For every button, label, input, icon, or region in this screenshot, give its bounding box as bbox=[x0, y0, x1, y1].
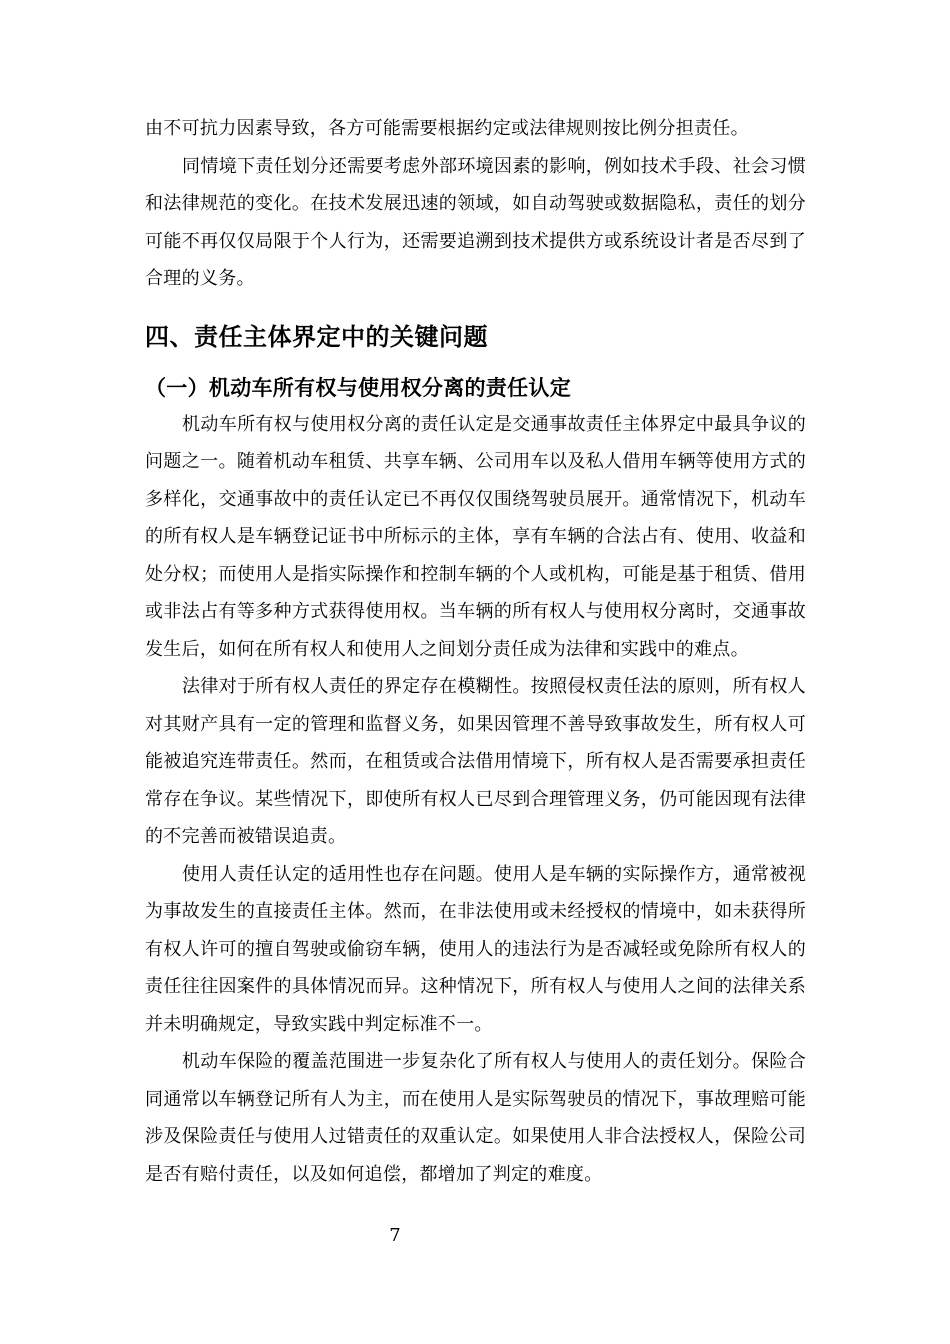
paragraph-context-factors: 同情境下责任划分还需要考虑外部环境因素的影响，例如技术手段、社会习惯和法律规范的变化。在技术发展迅速的领域，如自动驾驶或数据隐私，责任的划分可能不再仅仅局限于个人行为，还需要追溯到技术提供方或系统设计者是否尽到了合理的义务。 bbox=[145, 155, 806, 289]
paragraph-insurance: 机动车保险的覆盖范围进一步复杂化了所有权人与使用人的责任划分。保险合同通常以车辆登记所有人为主，而在使用人是实际驾驶员的情况下，事故理赔可能涉及保险责任与使用人过错责任的双重认定。如果使用人非合法授权人，保险公司是否有赔付责任，以及如何追偿，都增加了判定的难度。 bbox=[145, 1051, 806, 1185]
paragraph-ownership-separation: 机动车所有权与使用权分离的责任认定是交通事故责任主体界定中最具争议的问题之一。随着机动车租赁、共享车辆、公司用车以及私人借用车辆等使用方式的多样化，交通事故中的责任认定已不再仅仅围绕驾驶员展开。通常情况下，机动车的所有权人是车辆登记证书中所标示的主体，享有车辆的合法占有、使用、收益和处分权；而使用人是指实际操作和控制车辆的个人或机构，可能是基于租赁、借用或非法占有等多种方式获得使用权。当车辆的所有权人与使用权分离时，交通事故发生后，如何在所有权人和使用人之间划分责任成为法律和实践中的难点。 bbox=[145, 413, 806, 660]
section-heading: 四、责任主体界定中的关键问题 bbox=[145, 322, 488, 351]
paragraph-owner-liability: 法律对于所有权人责任的界定存在模糊性。按照侵权责任法的原则，所有权人对其财产具有一定的管理和监督义务，如果因管理不善导致事故发生，所有权人可能被追究连带责任。然而，在租赁或合法借用情境下，所有权人是否需要承担责任常存在争议。某些情况下，即使所有权人已尽到合理管理义务，仍可能因现有法律的不完善而被错误追责。 bbox=[145, 676, 806, 847]
paragraph-user-liability: 使用人责任认定的适用性也存在问题。使用人是车辆的实际操作方，通常被视为事故发生的直接责任主体。然而，在非法使用或未经授权的情境中，如未获得所有权人许可的擅自驾驶或偷窃车辆，使用人的违法行为是否减轻或免除所有权人的责任往往因案件的具体情况而异。这种情况下，所有权人与使用人之间的法律关系并未明确规定，导致实践中判定标准不一。 bbox=[145, 863, 806, 1035]
paragraph-continued: 由不可抗力因素导致，各方可能需要根据约定或法律规则按比例分担责任。 bbox=[145, 118, 749, 139]
document-page bbox=[145, 110, 806, 1193]
page-number: 7 bbox=[389, 1225, 401, 1246]
subsection-heading: （一）机动车所有权与使用权分离的责任认定 bbox=[145, 375, 571, 400]
